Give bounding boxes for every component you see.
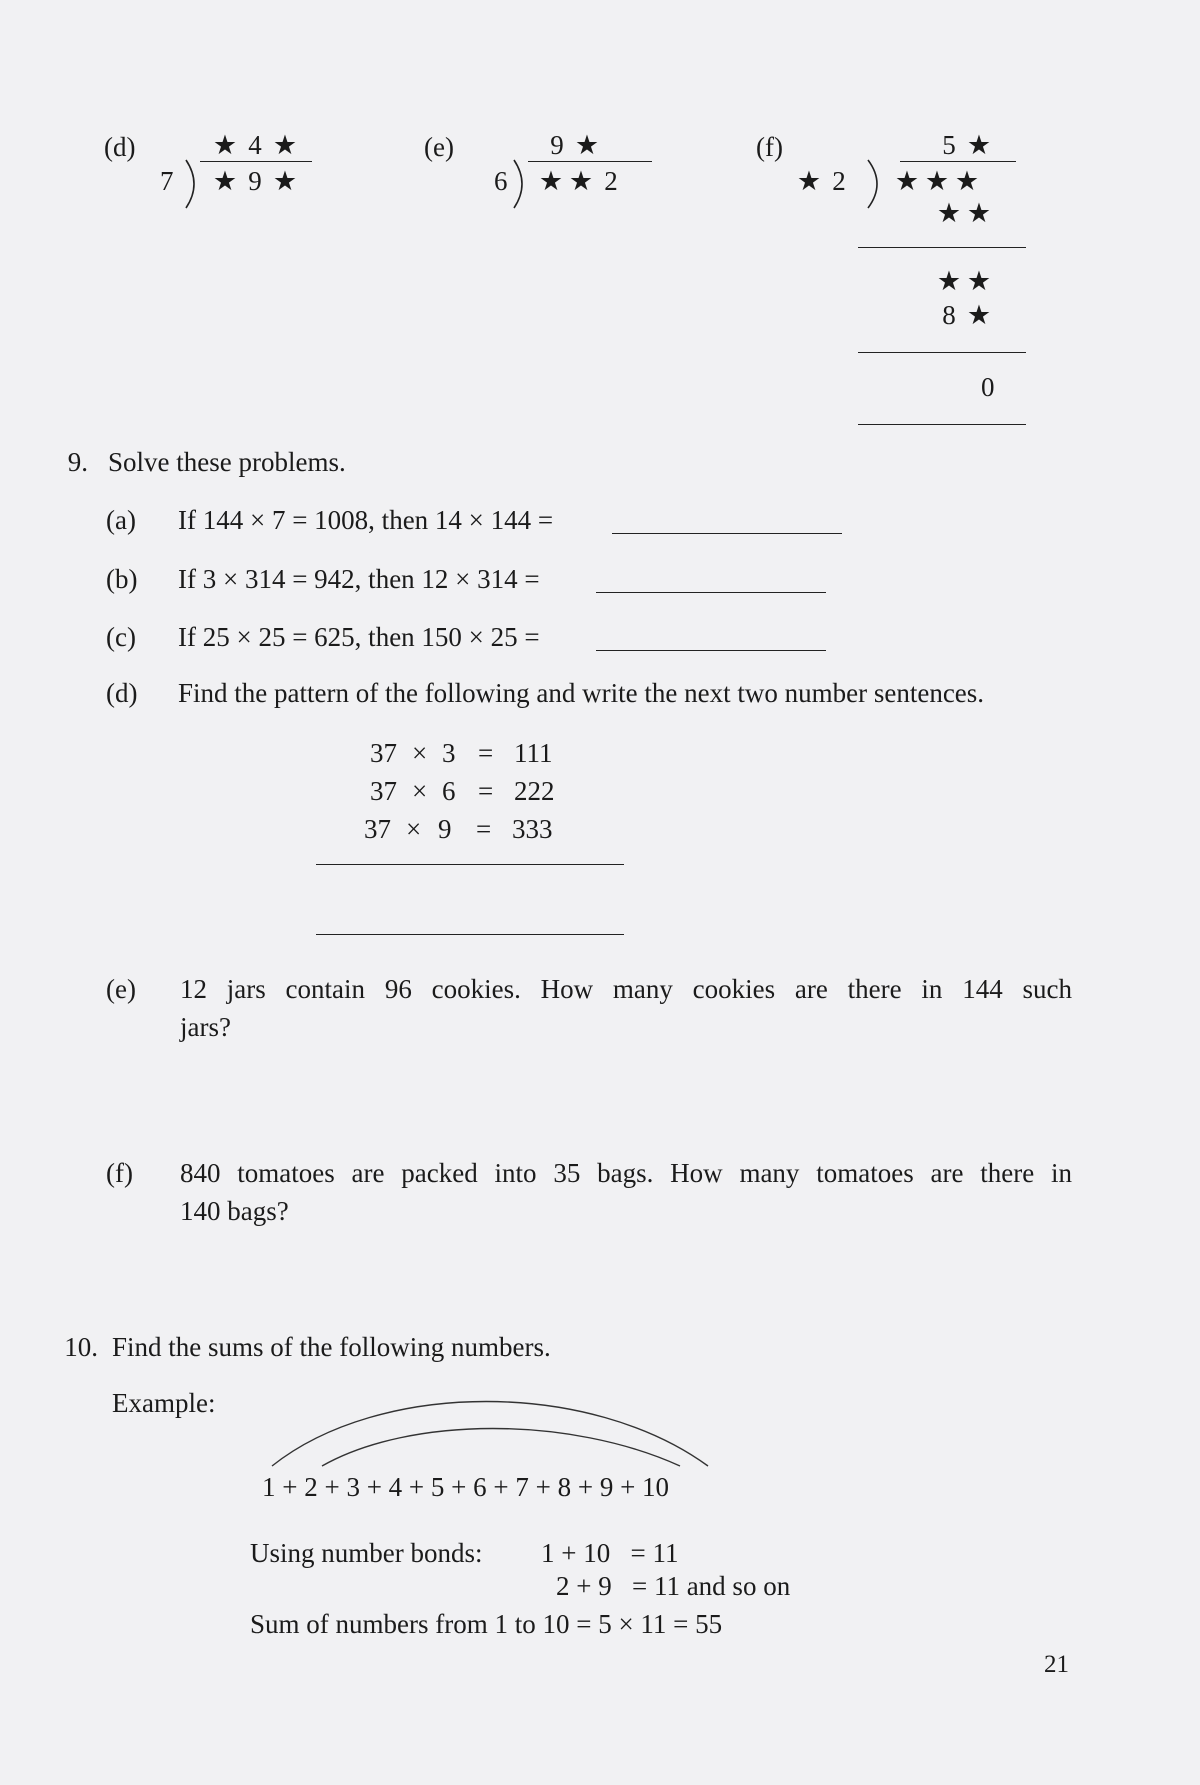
divisor-d: 7 xyxy=(160,166,174,196)
division-bar xyxy=(900,161,1016,162)
item-label-d: (d) xyxy=(106,678,138,708)
dividend-e xyxy=(536,166,626,197)
step1-f xyxy=(934,198,994,229)
item-label-b: (b) xyxy=(106,564,138,594)
item-text-f-line2: 140 bags? xyxy=(180,1196,289,1226)
step-digit: 8 xyxy=(942,300,956,330)
number-bond-arcs xyxy=(260,1390,720,1470)
factor: 3 xyxy=(442,738,456,768)
subtraction-line xyxy=(858,424,1026,425)
item-text-b: If 3 × 314 = 942, then 12 × 314 = xyxy=(178,564,540,594)
division-bracket xyxy=(512,158,532,210)
factor: 9 xyxy=(438,814,452,844)
step3-f xyxy=(934,300,994,331)
item-text-d: Find the pattern of the following and write the next two number sentences. xyxy=(178,678,985,708)
quotient-digit: 9 xyxy=(550,130,564,160)
item-label-f: (f) xyxy=(106,1158,133,1188)
item-label-e: (e) xyxy=(106,974,136,1004)
factor: 37 xyxy=(364,814,391,844)
pattern-row xyxy=(370,776,570,814)
answer-blank-c[interactable] xyxy=(596,650,826,651)
quotient-digit: ★ xyxy=(574,130,600,160)
dividend-digit: ★ xyxy=(212,166,238,196)
division-bar xyxy=(528,161,652,162)
dividend-digit: ★ xyxy=(894,166,920,196)
item-label-a: (a) xyxy=(106,505,136,535)
answer-blank-d2[interactable] xyxy=(316,934,624,935)
dividend-digit: 2 xyxy=(604,166,618,196)
problem-label-f: (f) xyxy=(756,132,783,162)
answer-blank-d1[interactable] xyxy=(316,864,624,865)
divisor-e: 6 xyxy=(494,166,508,196)
step-digit: ★ xyxy=(936,266,962,296)
dividend-digit: ★ xyxy=(272,166,298,196)
number-sequence: 1 + 2 + 3 + 4 + 5 + 6 + 7 + 8 + 9 + 10 xyxy=(262,1472,670,1502)
quotient-digit: 5 xyxy=(942,130,956,160)
quotient-digit: ★ xyxy=(966,130,992,160)
quotient-d xyxy=(210,130,300,161)
bond-line-2: 2 + 9 = 11 and so on xyxy=(556,1571,791,1601)
dividend-digit: ★ xyxy=(924,166,950,196)
bond-line-1: 1 + 10 = 11 xyxy=(541,1538,679,1568)
question-title: Find the sums of the following numbers. xyxy=(112,1332,551,1362)
operator: × xyxy=(406,814,422,844)
dividend-d xyxy=(210,166,300,197)
step-digit: ★ xyxy=(936,198,962,228)
quotient-e xyxy=(542,130,602,161)
subtraction-line xyxy=(858,247,1026,248)
division-bracket xyxy=(866,158,888,210)
quotient-digit: ★ xyxy=(272,130,298,160)
divisor-digit: 2 xyxy=(832,166,846,196)
quotient-digit: ★ xyxy=(212,130,238,160)
question-number: 10. xyxy=(64,1332,98,1362)
question-title: Solve these problems. xyxy=(108,447,346,477)
result: 333 xyxy=(512,814,553,844)
step2-f xyxy=(934,266,994,297)
sum-result: Sum of numbers from 1 to 10 = 5 × 11 = 55 xyxy=(250,1609,723,1639)
bonds-label: Using number bonds: xyxy=(250,1538,483,1568)
pattern-row xyxy=(370,738,570,776)
example-label: Example: xyxy=(112,1388,216,1418)
page-number: 21 xyxy=(1044,1651,1069,1678)
pattern-row xyxy=(364,814,570,852)
divisor-f xyxy=(794,166,854,197)
dividend-digit: 9 xyxy=(248,166,262,196)
factor: 37 xyxy=(370,738,397,768)
item-text-e-line2: jars? xyxy=(180,1012,231,1042)
factor: 6 xyxy=(442,776,456,806)
equals: = xyxy=(476,814,492,844)
dividend-digit: ★ xyxy=(568,166,594,196)
item-text-e-line1: 12 jars contain 96 cookies. How many cookies are there in 144 such xyxy=(180,974,1072,1004)
problem-label-e: (e) xyxy=(424,132,454,162)
result: 222 xyxy=(514,776,555,806)
answer-blank-a[interactable] xyxy=(612,533,842,534)
step-digit: ★ xyxy=(966,198,992,228)
equals: = xyxy=(478,738,494,768)
step-digit: ★ xyxy=(966,300,992,330)
quotient-f xyxy=(934,130,994,161)
divisor-digit: ★ xyxy=(796,166,822,196)
item-text-f-line1: 840 tomatoes are packed into 35 bags. How many tomatoes are there in xyxy=(180,1158,1072,1188)
item-label-c: (c) xyxy=(106,622,136,652)
operator: × xyxy=(412,776,428,806)
dividend-f xyxy=(892,166,982,197)
step-digit: ★ xyxy=(966,266,992,296)
problem-label-d: (d) xyxy=(104,132,136,162)
factor: 37 xyxy=(370,776,397,806)
operator: × xyxy=(412,738,428,768)
result: 111 xyxy=(514,738,553,768)
dividend-digit: ★ xyxy=(954,166,980,196)
question-number: 9. xyxy=(67,447,88,477)
item-text-c: If 25 × 25 = 625, then 150 × 25 = xyxy=(178,622,540,652)
subtraction-line xyxy=(858,352,1026,353)
quotient-digit: 4 xyxy=(248,130,262,160)
pattern-sentences xyxy=(364,738,570,852)
division-bracket xyxy=(184,158,204,210)
item-text-a: If 144 × 7 = 1008, then 14 × 144 = xyxy=(178,505,554,535)
answer-blank-b[interactable] xyxy=(596,592,826,593)
dividend-digit: ★ xyxy=(538,166,564,196)
equals: = xyxy=(478,776,494,806)
remainder-f: 0 xyxy=(981,372,995,402)
division-bar xyxy=(200,161,312,162)
